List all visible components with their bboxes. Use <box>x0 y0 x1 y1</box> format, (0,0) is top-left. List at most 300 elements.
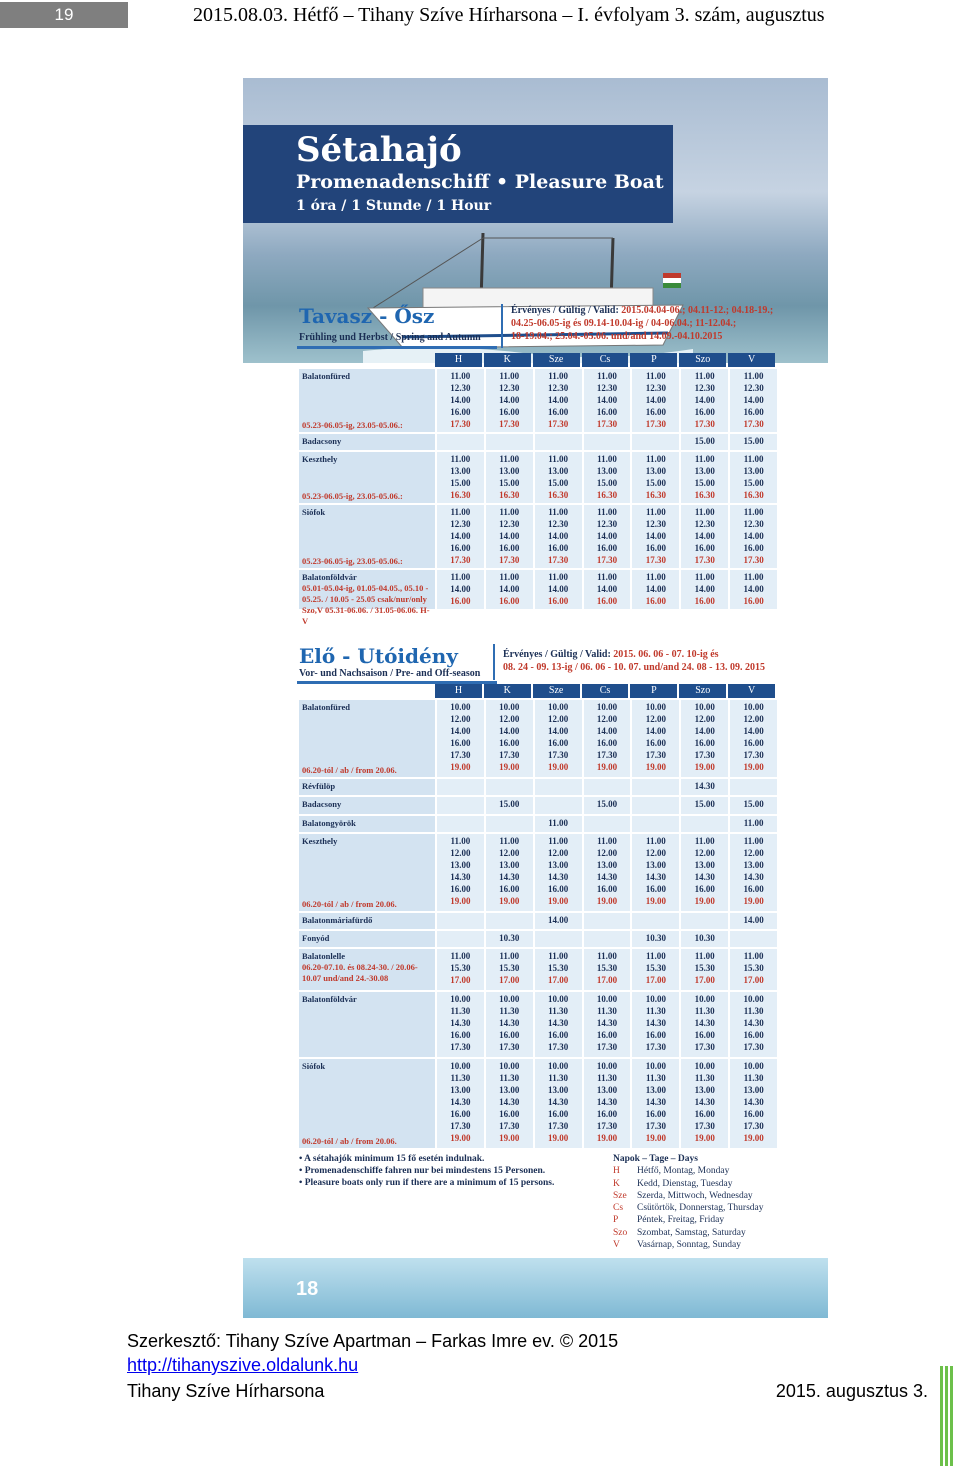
departure-time: 15.30 <box>450 963 471 974</box>
time-cell <box>486 570 533 609</box>
stop-name-cell <box>299 913 435 929</box>
legend-key: Szo <box>613 1227 628 1238</box>
stop-name: Balatonfüred <box>302 371 351 381</box>
departure-time: 16.30 <box>450 489 471 500</box>
table-row <box>299 834 777 911</box>
time-cell <box>730 452 777 503</box>
departure-time: 16.00 <box>596 407 618 417</box>
departure-time: 11.00 <box>548 817 569 828</box>
departure-time: 12.00 <box>694 847 715 858</box>
stop-note: 06.20-tól / ab / from 20.06. <box>302 765 397 776</box>
time-cell <box>681 452 728 503</box>
stop-name-cell <box>299 992 435 1057</box>
legend-item <box>613 1214 763 1226</box>
time-cell <box>584 913 631 929</box>
time-cell <box>437 434 484 450</box>
time-cell <box>486 816 533 832</box>
time-cell <box>632 931 679 947</box>
departure-time: 13.00 <box>499 465 520 476</box>
time-cell <box>730 369 777 432</box>
departure-time: 17.30 <box>499 554 520 565</box>
departure-time: 13.00 <box>743 465 764 476</box>
departure-time: 19.00 <box>499 762 520 772</box>
legend-text: Szerda, Mittwoch, Wednesday <box>637 1190 753 1201</box>
departure-time: 15.00 <box>694 477 715 488</box>
departure-time: 12.00 <box>743 714 764 724</box>
time-cell <box>437 700 484 777</box>
departure-time: 11.30 <box>548 1005 569 1016</box>
time-cell <box>437 797 484 813</box>
departure-time: 17.30 <box>694 750 715 760</box>
departure-time: 12.00 <box>596 714 618 724</box>
departure-time: 10.00 <box>499 1060 520 1071</box>
departure-time: 19.00 <box>694 762 715 772</box>
time-cell <box>584 949 631 990</box>
departure-time: 14.00 <box>645 726 666 736</box>
table-row <box>299 913 777 929</box>
time-cell <box>584 700 631 777</box>
note-hu: • A sétahajók minimum 15 fő esetén indulnak. <box>299 1154 485 1164</box>
departure-time: 19.00 <box>548 895 569 906</box>
departure-time: 11.00 <box>597 371 617 381</box>
stop-name-cell <box>299 834 435 911</box>
footer-publication: Tihany Szíve Hírharsona <box>127 1381 325 1401</box>
departure-time: 19.00 <box>596 895 618 906</box>
departure-time: 17.30 <box>548 554 569 565</box>
stop-name-cell <box>299 779 435 795</box>
departure-time: 11.00 <box>645 835 666 846</box>
time-cell <box>437 1059 484 1148</box>
departure-time: 14.00 <box>596 395 618 405</box>
departure-time: 16.00 <box>548 542 569 553</box>
departure-time: 16.00 <box>694 595 715 606</box>
stop-name-cell <box>299 700 435 777</box>
departure-time: 16.00 <box>743 883 764 894</box>
departure-time: 10.00 <box>645 993 666 1004</box>
departure-time: 10.00 <box>596 1060 618 1071</box>
minimum-passenger-notes <box>299 1153 554 1189</box>
departure-time: 12.30 <box>743 518 764 529</box>
departure-time: 17.30 <box>743 419 764 429</box>
decorative-line <box>945 1366 948 1466</box>
departure-time: 11.00 <box>597 453 617 464</box>
departure-time: 13.00 <box>499 1084 520 1095</box>
stop-name-cell <box>299 452 435 503</box>
departure-time: 17.30 <box>499 1120 520 1131</box>
departure-time: 17.30 <box>450 419 471 429</box>
departure-time: 14.30 <box>450 1017 471 1028</box>
departure-time: 16.00 <box>450 542 471 553</box>
departure-time: 14.30 <box>499 1017 520 1028</box>
departure-time: 12.00 <box>499 847 520 858</box>
departure-time: 10.00 <box>694 1060 715 1071</box>
time-cell <box>584 816 631 832</box>
departure-time: 16.00 <box>694 883 715 894</box>
departure-time: 11.00 <box>548 371 569 381</box>
departure-time: 16.00 <box>743 738 764 748</box>
legend-item <box>613 1178 763 1190</box>
departure-time: 14.00 <box>450 395 471 405</box>
departure-time: 10.00 <box>743 702 764 712</box>
time-cell <box>535 992 582 1057</box>
departure-time: 19.00 <box>548 1132 569 1143</box>
departure-time: 16.00 <box>499 883 520 894</box>
stop-name: Siófok <box>302 1060 326 1071</box>
time-cell <box>486 369 533 432</box>
departure-time: 16.30 <box>499 489 520 500</box>
departure-time: 14.30 <box>645 1096 666 1107</box>
stop-name-cell <box>299 949 435 990</box>
time-cell <box>632 779 679 795</box>
departure-time: 16.00 <box>743 1108 764 1119</box>
note-de: • Promenadenschiffe fahren nur bei mindestens 15 Personen. <box>299 1166 546 1176</box>
departure-time: 14.30 <box>548 1017 569 1028</box>
stop-name: Badacsony <box>302 799 342 810</box>
departure-time: 11.00 <box>548 571 569 582</box>
spring-timetable <box>299 369 777 626</box>
departure-time: 14.30 <box>694 871 715 882</box>
departure-time: 15.00 <box>596 477 618 488</box>
legend-text: Szombat, Samstag, Saturday <box>637 1227 746 1238</box>
departure-time: 16.00 <box>450 407 471 417</box>
departure-time: 17.30 <box>499 1041 520 1052</box>
departure-time: 11.00 <box>548 506 569 517</box>
departure-time: 14.00 <box>450 726 471 736</box>
time-cell <box>681 434 728 450</box>
departure-time: 17.00 <box>694 975 715 986</box>
time-cell <box>730 797 777 813</box>
footer-link[interactable]: http://tihanyszive.oldalunk.hu <box>127 1355 359 1375</box>
departure-time: 14.30 <box>450 871 471 882</box>
departure-time: 17.30 <box>596 1041 618 1052</box>
departure-time: 11.00 <box>450 506 471 517</box>
departure-time: 17.30 <box>645 419 666 429</box>
stop-note: 06.20-tól / ab / from 20.06. <box>302 1136 397 1147</box>
time-cell <box>535 949 582 990</box>
departure-time: 17.30 <box>596 1120 618 1131</box>
departure-time: 19.00 <box>450 1132 471 1143</box>
time-cell <box>486 700 533 777</box>
departure-time: 10.00 <box>548 1060 569 1071</box>
table-row <box>299 434 777 450</box>
time-cell <box>535 834 582 911</box>
departure-time: 12.30 <box>694 518 715 529</box>
departure-time: 11.00 <box>499 951 520 962</box>
departure-time: 19.00 <box>645 895 666 906</box>
departure-time: 11.00 <box>694 453 715 464</box>
departure-time: 11.00 <box>645 571 666 582</box>
time-cell <box>730 1059 777 1148</box>
time-cell <box>437 834 484 911</box>
departure-time: 16.00 <box>743 542 764 553</box>
departure-time: 12.30 <box>499 518 520 529</box>
departure-time: 15.00 <box>499 477 520 488</box>
departure-time: 12.00 <box>596 847 618 858</box>
time-cell <box>681 570 728 609</box>
time-cell <box>681 992 728 1057</box>
departure-time: 13.00 <box>450 1084 471 1095</box>
departure-time: 10.00 <box>596 702 618 712</box>
stop-name: Keszthely <box>302 453 338 464</box>
departure-time: 15.00 <box>694 799 715 810</box>
day-header-cell: V <box>728 684 775 698</box>
departure-time: 19.00 <box>499 895 520 906</box>
departure-time: 13.00 <box>548 465 569 476</box>
departure-time: 12.00 <box>499 714 520 724</box>
departure-time: 15.30 <box>645 963 666 974</box>
departure-time: 19.00 <box>548 762 569 772</box>
time-cell <box>632 913 679 929</box>
departure-time: 11.00 <box>743 371 764 381</box>
time-cell <box>535 452 582 503</box>
departure-time: 11.00 <box>743 835 764 846</box>
departure-time: 17.30 <box>694 419 715 429</box>
departure-time: 11.00 <box>450 835 471 846</box>
legend-text: Péntek, Freitag, Friday <box>637 1215 725 1226</box>
day-header-cell: Sze <box>533 353 580 367</box>
departure-time: 12.30 <box>499 383 520 393</box>
departure-time: 10.00 <box>596 993 618 1004</box>
departure-time: 17.00 <box>645 975 666 986</box>
departure-time: 16.00 <box>694 1108 715 1119</box>
departure-time: 12.30 <box>596 518 618 529</box>
departure-time: 19.00 <box>499 1132 520 1143</box>
day-header-cell: P <box>630 684 677 698</box>
time-cell <box>584 779 631 795</box>
table-row <box>299 570 777 626</box>
time-cell <box>486 452 533 503</box>
stop-name-cell <box>299 369 435 432</box>
departure-time: 14.00 <box>694 530 715 541</box>
departure-time: 10.00 <box>499 702 520 712</box>
time-cell <box>437 570 484 609</box>
departure-time: 11.00 <box>743 951 764 962</box>
departure-time: 15.00 <box>645 477 666 488</box>
departure-time: 15.00 <box>548 477 569 488</box>
departure-time: 16.00 <box>645 542 666 553</box>
departure-time: 11.00 <box>548 835 569 846</box>
departure-time: 14.00 <box>548 530 569 541</box>
table-row <box>299 949 777 990</box>
departure-time: 12.00 <box>450 847 471 858</box>
departure-time: 13.00 <box>694 1084 715 1095</box>
departure-time: 11.00 <box>597 835 617 846</box>
time-cell <box>486 992 533 1057</box>
time-cell <box>681 931 728 947</box>
departure-time: 19.00 <box>694 895 715 906</box>
time-cell <box>584 369 631 432</box>
departure-time: 10.30 <box>499 933 520 944</box>
departure-time: 15.30 <box>548 963 569 974</box>
departure-time: 14.00 <box>743 914 764 925</box>
spring-valid-label: Érvényes / Gültig / Valid: <box>511 305 619 316</box>
departure-time: 14.30 <box>743 1096 764 1107</box>
departure-time: 14.30 <box>548 871 569 882</box>
departure-time: 17.30 <box>694 554 715 565</box>
departure-time: 12.30 <box>743 383 764 393</box>
time-cell <box>681 779 728 795</box>
stop-name: Balatonmáriafürdő <box>302 914 373 925</box>
departure-time: 15.00 <box>596 799 618 810</box>
departure-time: 14.00 <box>645 530 666 541</box>
departure-time: 13.00 <box>743 1084 764 1095</box>
time-cell <box>681 700 728 777</box>
departure-time: 10.00 <box>645 702 666 712</box>
departure-time: 17.30 <box>450 1120 471 1131</box>
departure-time: 14.00 <box>743 395 764 405</box>
departure-time: 17.30 <box>596 419 618 429</box>
departure-time: 16.00 <box>645 407 666 417</box>
table-row <box>299 931 777 947</box>
stop-name: Keszthely <box>302 835 338 846</box>
preseason-title: Elő - Utóidény <box>299 644 458 668</box>
departure-time: 17.30 <box>548 750 569 760</box>
departure-time: 11.30 <box>450 1005 471 1016</box>
departure-time: 17.30 <box>645 1120 666 1131</box>
time-cell <box>632 570 679 609</box>
departure-time: 11.00 <box>694 951 715 962</box>
day-header-cell: P <box>630 353 677 367</box>
departure-time: 11.00 <box>694 571 715 582</box>
legend-item <box>613 1165 763 1177</box>
spring-validity <box>511 304 773 343</box>
days-legend <box>613 1153 763 1251</box>
departure-time: 13.00 <box>548 1084 569 1095</box>
departure-time: 13.00 <box>645 1084 666 1095</box>
departure-time: 16.00 <box>548 883 569 894</box>
departure-time: 11.00 <box>694 371 715 381</box>
departure-time: 11.00 <box>694 506 715 517</box>
departure-time: 19.00 <box>450 762 471 772</box>
departure-time: 13.00 <box>645 465 666 476</box>
stop-name-cell <box>299 434 435 450</box>
page-header-title: 2015.08.03. Hétfő – Tihany Szíve Hírharsona – I. évfolyam 3. szám, augusztus <box>193 4 825 26</box>
departure-time: 17.00 <box>450 975 471 986</box>
departure-time: 11.00 <box>548 951 569 962</box>
departure-time: 11.30 <box>694 1072 715 1083</box>
departure-time: 11.00 <box>743 453 764 464</box>
departure-time: 19.00 <box>694 1132 715 1143</box>
departure-time: 17.00 <box>596 975 618 986</box>
departure-time: 17.30 <box>596 750 618 760</box>
departure-time: 14.30 <box>645 1017 666 1028</box>
departure-time: 12.00 <box>645 714 666 724</box>
departure-time: 17.30 <box>694 1120 715 1131</box>
departure-time: 17.30 <box>450 554 471 565</box>
departure-time: 17.30 <box>499 419 520 429</box>
legend-item <box>613 1190 763 1202</box>
departure-time: 19.00 <box>743 895 764 906</box>
departure-time: 10.00 <box>450 993 471 1004</box>
departure-time: 17.30 <box>645 554 666 565</box>
time-cell <box>681 834 728 911</box>
departure-time: 11.00 <box>645 371 666 381</box>
table-row <box>299 369 777 432</box>
departure-time: 13.00 <box>645 859 666 870</box>
departure-time: 12.30 <box>548 518 569 529</box>
table-row <box>299 505 777 568</box>
time-cell <box>681 913 728 929</box>
time-cell <box>730 949 777 990</box>
day-header-cell: Sze <box>533 684 580 698</box>
departure-time: 17.30 <box>645 1041 666 1052</box>
departure-time: 16.00 <box>694 1029 715 1040</box>
departure-time: 10.00 <box>548 993 569 1004</box>
time-cell <box>632 1059 679 1148</box>
departure-time: 16.00 <box>743 1029 764 1040</box>
time-cell <box>632 434 679 450</box>
departure-time: 12.00 <box>548 847 569 858</box>
departure-time: 11.00 <box>450 371 471 381</box>
table-row <box>299 992 777 1057</box>
departure-time: 16.00 <box>694 407 715 417</box>
departure-time: 16.00 <box>548 1029 569 1040</box>
time-cell <box>730 434 777 450</box>
departure-time: 16.00 <box>499 1108 520 1119</box>
departure-time: 14.00 <box>548 914 569 925</box>
departure-time: 17.30 <box>548 1041 569 1052</box>
time-cell <box>486 913 533 929</box>
stop-name-cell <box>299 570 435 626</box>
departure-time: 11.00 <box>597 506 617 517</box>
table-row <box>299 700 777 777</box>
departure-time: 13.00 <box>694 859 715 870</box>
poster-duration: 1 óra / 1 Stunde / 1 Hour <box>296 198 492 214</box>
stop-note: 06.20-tól / ab / from 20.06. <box>302 898 397 909</box>
departure-time: 16.00 <box>499 738 520 748</box>
legend-key: P <box>613 1215 619 1226</box>
time-cell <box>535 913 582 929</box>
departure-time: 12.30 <box>596 383 618 393</box>
departure-time: 16.00 <box>596 542 618 553</box>
departure-time: 11.30 <box>597 1005 617 1016</box>
departure-time: 16.00 <box>596 1029 618 1040</box>
spring-title: Tavasz - Ősz <box>299 304 435 328</box>
departure-time: 10.00 <box>743 1060 764 1071</box>
departure-time: 12.30 <box>645 518 666 529</box>
departure-time: 16.00 <box>694 542 715 553</box>
departure-time: 15.00 <box>743 436 764 446</box>
time-cell <box>535 779 582 795</box>
time-cell <box>535 1059 582 1148</box>
stop-note: 05.01-05.04-ig, 01.05-04.05., 05.10 - 05.25. / 10.05 - 25.05 csak/nur/only Szo,V 05.31-06.06. / 31.05-06.06. H-V <box>302 582 430 626</box>
departure-time: 10.00 <box>694 702 715 712</box>
departure-time: 12.00 <box>645 847 666 858</box>
time-cell <box>584 452 631 503</box>
departure-time: 14.00 <box>499 583 520 594</box>
footer-editor: Szerkesztő: Tihany Szíve Apartman – Farkas Imre ev. © 2015 <box>127 1331 619 1351</box>
spring-validity-divider <box>501 304 503 348</box>
departure-time: 17.30 <box>548 1120 569 1131</box>
time-cell <box>437 949 484 990</box>
departure-time: 17.30 <box>694 1041 715 1052</box>
preseason-day-header <box>435 684 777 698</box>
departure-time: 16.00 <box>596 595 618 606</box>
table-row <box>299 779 777 795</box>
departure-time: 15.00 <box>450 477 471 488</box>
departure-time: 16.00 <box>450 1108 471 1119</box>
departure-time: 16.00 <box>450 1029 471 1040</box>
departure-time: 14.00 <box>450 583 471 594</box>
departure-time: 14.30 <box>743 871 764 882</box>
time-cell <box>437 369 484 432</box>
stop-name: Balatonlelle <box>302 951 345 962</box>
poster-bottom-band <box>243 1258 828 1318</box>
time-cell <box>437 992 484 1057</box>
time-cell <box>730 779 777 795</box>
departure-time: 11.30 <box>499 1072 520 1083</box>
departure-time: 11.00 <box>597 951 617 962</box>
